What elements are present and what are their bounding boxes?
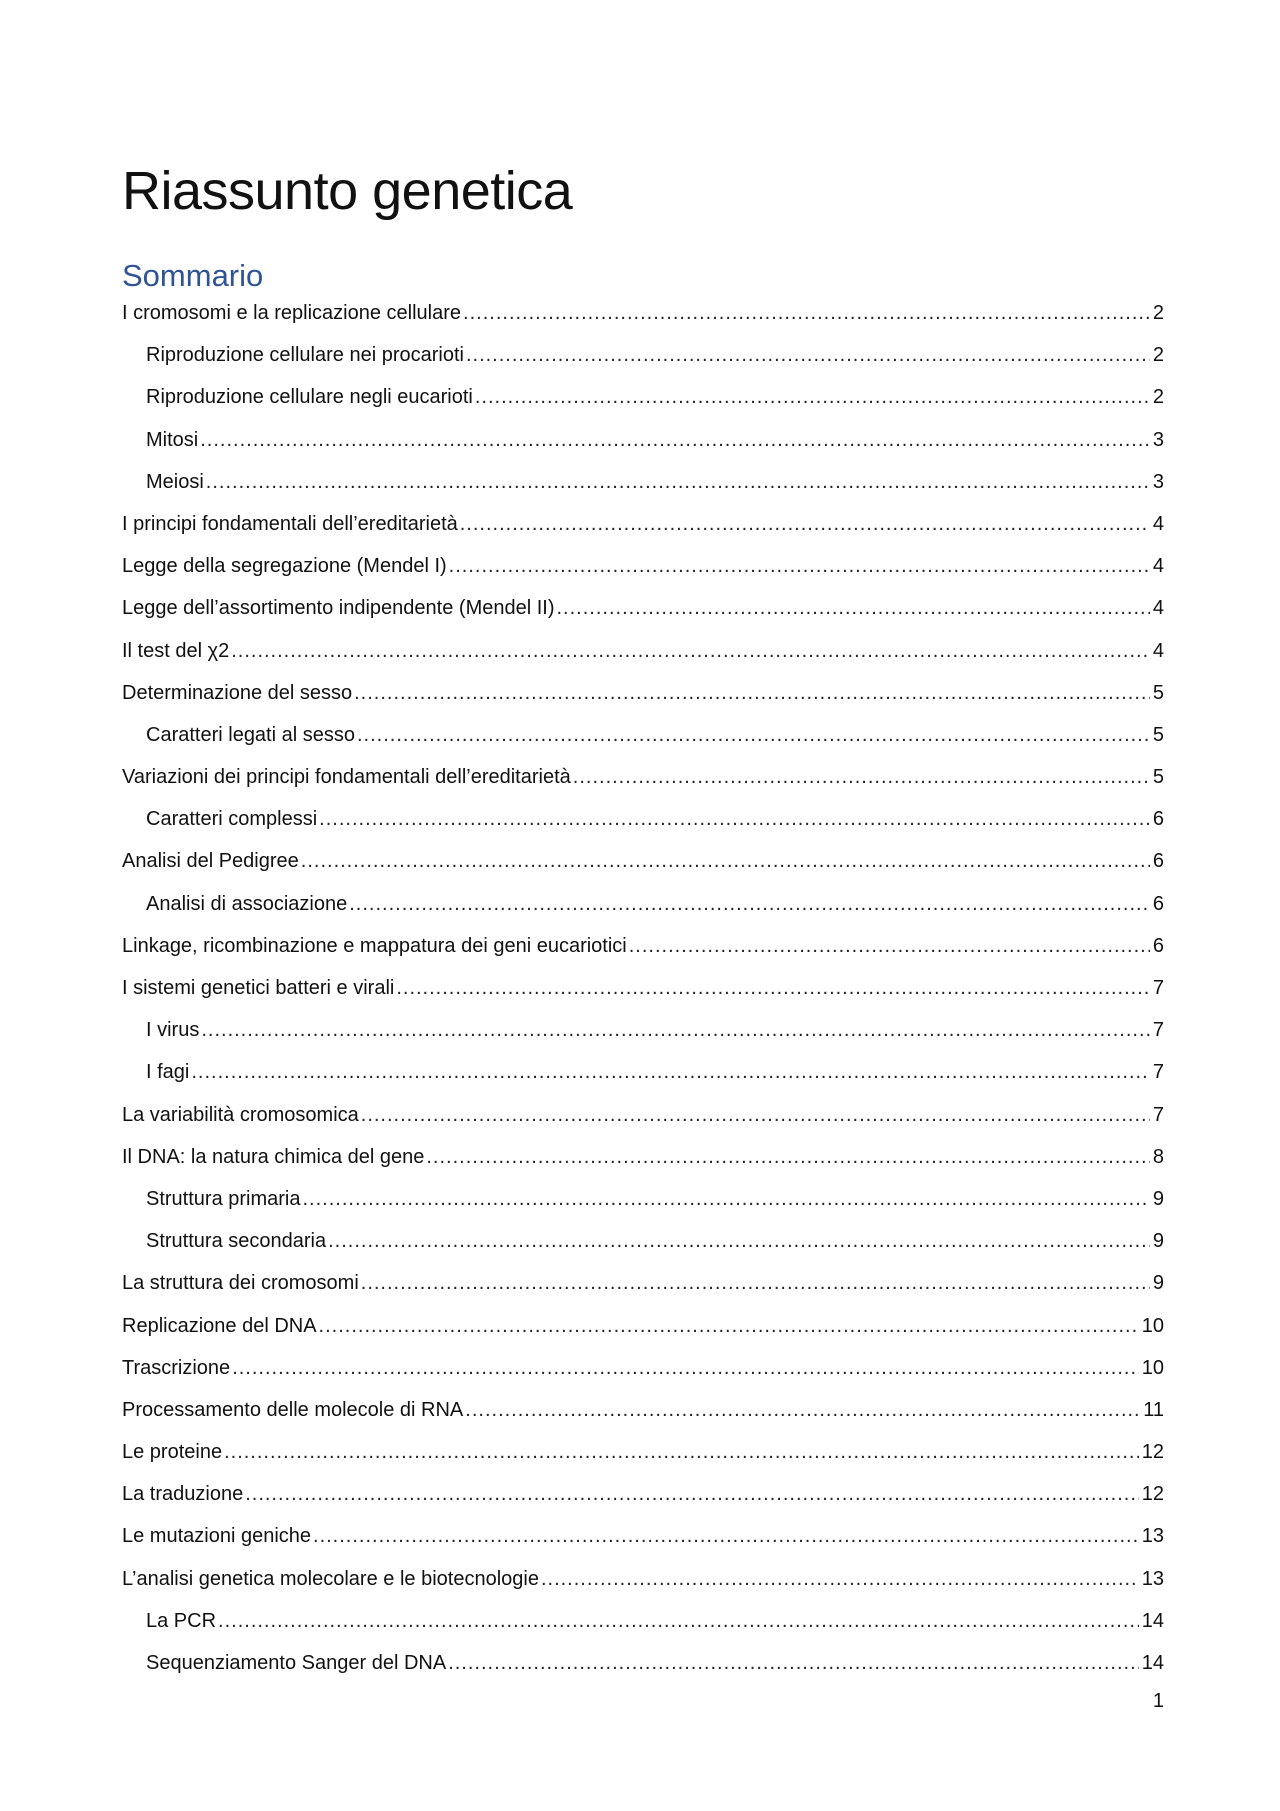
toc-entry-page: 3	[1152, 428, 1164, 451]
toc-dot-leader	[313, 1519, 1139, 1553]
toc-dot-leader	[466, 338, 1150, 372]
toc-dot-leader	[573, 760, 1150, 794]
toc-dot-leader	[191, 1055, 1150, 1089]
toc-entry-label[interactable]: Riproduzione cellulare negli eucarioti	[146, 386, 473, 409]
toc-dot-leader	[357, 718, 1150, 752]
toc-entry[interactable]	[122, 1013, 1164, 1055]
toc-entry-label[interactable]: Sequenziamento Sanger del DNA	[146, 1652, 447, 1674]
toc-entry[interactable]	[122, 971, 1164, 1013]
toc-entry-label[interactable]: Mitosi	[146, 428, 199, 451]
toc-entry-label[interactable]: La traduzione	[122, 1483, 244, 1506]
toc-dot-leader	[319, 1309, 1139, 1343]
toc-entry-label[interactable]: Struttura primaria	[146, 1187, 301, 1210]
toc-entry-label[interactable]: Analisi di associazione	[146, 892, 348, 915]
toc-entry-page: 13	[1141, 1525, 1164, 1548]
toc-entry[interactable]	[122, 929, 1164, 971]
toc-entry[interactable]	[122, 380, 1164, 422]
toc-entry[interactable]	[122, 1224, 1164, 1266]
toc-dot-leader	[301, 844, 1150, 878]
toc-entry[interactable]	[122, 1055, 1164, 1097]
toc-entry-label[interactable]: La PCR	[146, 1609, 217, 1632]
toc-entry[interactable]	[122, 1604, 1164, 1646]
toc-entry-page: 3	[1152, 470, 1164, 493]
toc-entry-label[interactable]: I principi fondamentali dell’ereditarietà	[122, 512, 458, 535]
toc-entry-label[interactable]: I cromosomi e la replicazione cellulare	[122, 302, 462, 324]
toc-entry[interactable]	[122, 1351, 1164, 1393]
toc-dot-leader	[224, 1435, 1139, 1469]
table-of-contents	[122, 296, 1164, 1688]
toc-entry-page: 14	[1141, 1652, 1164, 1674]
toc-entry-label[interactable]: Replicazione del DNA	[122, 1314, 317, 1337]
toc-entry-label[interactable]: La variabilità cromosomica	[122, 1103, 359, 1126]
toc-entry-page: 14	[1141, 1609, 1164, 1632]
toc-entry[interactable]	[122, 1182, 1164, 1224]
toc-entry-label[interactable]: Riproduzione cellulare nei procarioti	[146, 344, 464, 367]
toc-entry-label[interactable]: I sistemi genetici batteri e virali	[122, 977, 395, 999]
toc-entry-label[interactable]: I fagi	[146, 1061, 190, 1084]
toc-entry[interactable]	[122, 760, 1164, 802]
toc-entry[interactable]	[122, 507, 1164, 549]
toc-entry-page: 10	[1141, 1356, 1164, 1379]
toc-entry-label[interactable]: L’analisi genetica molecolare e le biotecnologie	[122, 1567, 539, 1590]
toc-entry-label[interactable]: Meiosi	[146, 470, 204, 493]
toc-entry[interactable]	[122, 1098, 1164, 1140]
toc-dot-leader	[201, 1013, 1150, 1047]
toc-entry[interactable]	[122, 1140, 1164, 1182]
toc-heading: Sommario	[122, 258, 264, 293]
toc-entry-label[interactable]: La struttura dei cromosomi	[122, 1272, 359, 1295]
toc-dot-leader	[465, 1393, 1140, 1427]
toc-entry[interactable]	[122, 1266, 1164, 1308]
toc-dot-leader	[541, 1562, 1139, 1596]
toc-entry-page: 11	[1143, 1398, 1164, 1421]
toc-entry-label[interactable]: Struttura secondaria	[146, 1230, 327, 1253]
toc-dot-leader	[449, 549, 1150, 583]
toc-dot-leader	[463, 296, 1150, 330]
toc-entry[interactable]	[122, 802, 1164, 844]
toc-entry-label[interactable]: I virus	[146, 1019, 200, 1042]
toc-entry[interactable]	[122, 549, 1164, 591]
toc-dot-leader	[629, 929, 1150, 963]
page-number: 1	[1152, 1690, 1164, 1712]
toc-entry[interactable]	[122, 1646, 1164, 1688]
toc-dot-leader	[349, 887, 1150, 921]
toc-entry-label[interactable]: Analisi del Pedigree	[122, 850, 299, 873]
toc-entry-page: 13	[1141, 1567, 1164, 1590]
toc-entry[interactable]	[122, 591, 1164, 633]
toc-entry[interactable]	[122, 887, 1164, 929]
toc-dot-leader	[328, 1224, 1150, 1258]
toc-entry-label[interactable]: Trascrizione	[122, 1356, 231, 1379]
toc-dot-leader	[245, 1477, 1139, 1511]
toc-dot-leader	[200, 423, 1150, 457]
toc-entry[interactable]	[122, 1393, 1164, 1435]
toc-entry-label[interactable]: Determinazione del sesso	[122, 681, 353, 704]
toc-entry-page: 5	[1152, 723, 1164, 746]
toc-entry-page: 6	[1152, 850, 1164, 873]
toc-entry-page: 6	[1152, 892, 1164, 915]
toc-entry-page: 4	[1152, 512, 1164, 535]
toc-entry-page: 9	[1152, 1272, 1164, 1295]
toc-entry-label[interactable]: Le proteine	[122, 1441, 223, 1464]
toc-entry-label[interactable]: Il test del χ2	[122, 639, 230, 662]
toc-dot-leader	[448, 1646, 1139, 1680]
toc-dot-leader	[206, 465, 1150, 499]
toc-entry-page: 9	[1152, 1187, 1164, 1210]
toc-dot-leader	[396, 971, 1150, 1005]
toc-entry-label[interactable]: Variazioni dei principi fondamentali dell’ereditarietà	[122, 766, 571, 789]
toc-entry[interactable]	[122, 1309, 1164, 1351]
toc-entry-label[interactable]: Linkage, ricombinazione e mappatura dei geni eucariotici	[122, 934, 627, 957]
toc-dot-leader	[354, 676, 1150, 710]
toc-entry-page: 7	[1152, 1061, 1164, 1084]
toc-entry-page: 5	[1152, 681, 1164, 704]
toc-entry[interactable]	[122, 634, 1164, 676]
toc-entry-page: 6	[1152, 934, 1164, 957]
toc-dot-leader	[361, 1098, 1150, 1132]
toc-entry-label[interactable]: Caratteri complessi	[146, 808, 318, 831]
toc-entry-page: 7	[1152, 1019, 1164, 1042]
toc-entry-label[interactable]: Caratteri legati al sesso	[146, 723, 355, 746]
toc-entry-label[interactable]: Legge dell’assortimento indipendente (Mendel II)	[122, 597, 555, 620]
toc-dot-leader	[557, 591, 1150, 625]
toc-entry[interactable]	[122, 1435, 1164, 1477]
toc-entry[interactable]	[122, 718, 1164, 760]
toc-dot-leader	[232, 1351, 1139, 1385]
toc-entry-page: 12	[1141, 1483, 1164, 1506]
toc-entry-page: 12	[1141, 1441, 1164, 1464]
toc-entry[interactable]	[122, 338, 1164, 380]
toc-entry-page: 7	[1152, 977, 1164, 999]
toc-entry[interactable]	[122, 296, 1164, 338]
toc-dot-leader	[319, 802, 1150, 836]
toc-dot-leader	[426, 1140, 1150, 1174]
toc-entry-label[interactable]: Legge della segregazione (Mendel I)	[122, 555, 447, 578]
toc-entry[interactable]	[122, 844, 1164, 886]
toc-dot-leader	[475, 380, 1150, 414]
toc-entry-label[interactable]: Il DNA: la natura chimica del gene	[122, 1145, 425, 1168]
toc-entry-page: 2	[1152, 386, 1164, 409]
toc-dot-leader	[218, 1604, 1139, 1638]
toc-entry[interactable]	[122, 1477, 1164, 1519]
toc-entry[interactable]	[122, 1519, 1164, 1561]
toc-entry-page: 9	[1152, 1230, 1164, 1253]
toc-entry-page: 8	[1152, 1145, 1164, 1168]
toc-dot-leader	[361, 1266, 1150, 1300]
toc-dot-leader	[231, 634, 1150, 668]
toc-entry-page: 10	[1141, 1314, 1164, 1337]
toc-entry-page: 5	[1152, 766, 1164, 789]
toc-entry-page: 4	[1152, 597, 1164, 620]
toc-entry-label[interactable]: Processamento delle molecole di RNA	[122, 1398, 464, 1421]
toc-entry-page: 2	[1152, 302, 1164, 324]
toc-entry-page: 2	[1152, 344, 1164, 367]
toc-entry[interactable]	[122, 423, 1164, 465]
toc-entry-page: 7	[1152, 1103, 1164, 1126]
document-title: Riassunto genetica	[122, 161, 573, 221]
toc-entry-page: 4	[1152, 555, 1164, 578]
toc-entry-label[interactable]: Le mutazioni geniche	[122, 1525, 312, 1548]
toc-entry[interactable]	[122, 465, 1164, 507]
toc-dot-leader	[460, 507, 1150, 541]
toc-entry[interactable]	[122, 676, 1164, 718]
toc-entry-page: 6	[1152, 808, 1164, 831]
toc-dot-leader	[303, 1182, 1150, 1216]
toc-entry-page: 4	[1152, 639, 1164, 662]
toc-entry[interactable]	[122, 1562, 1164, 1604]
